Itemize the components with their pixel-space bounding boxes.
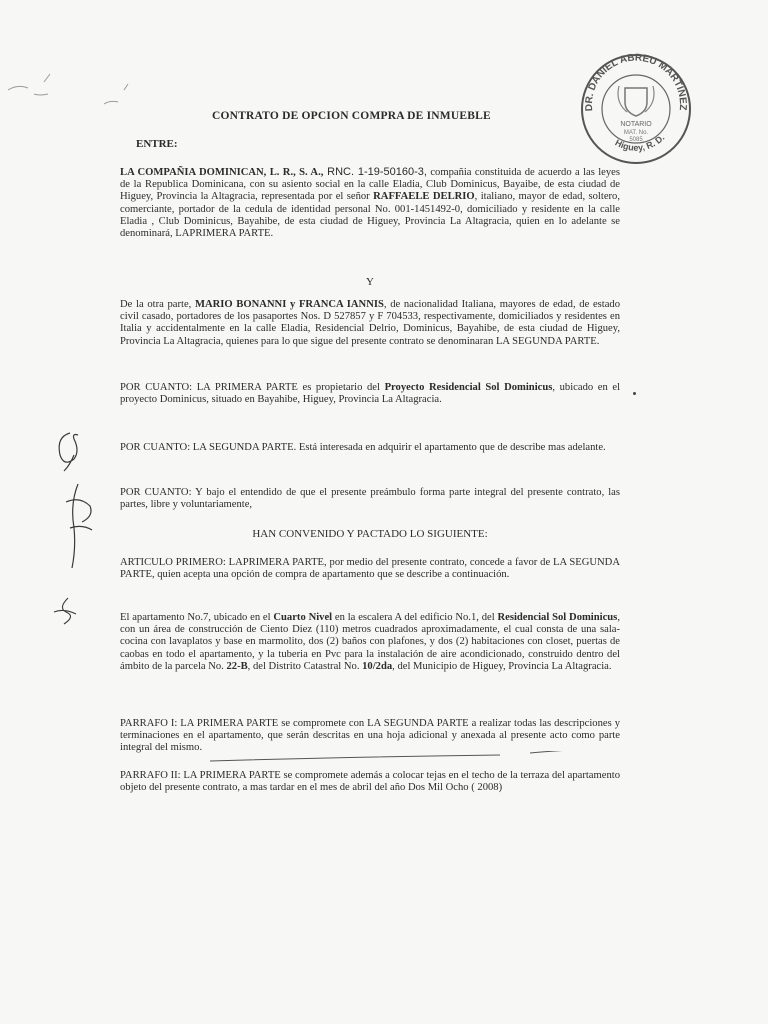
stamp-role: NOTARIO — [620, 121, 652, 128]
representative-name: RAFFAELE DELRIO — [373, 191, 475, 203]
stamp-number: 5085 — [629, 137, 643, 143]
project-name: Proyecto Residencial Sol Dominicus — [384, 382, 553, 393]
paragraph-parrafo-1: PARRAFO I: LA PRIMERA PARTE se compromete con LA SEGUNDA PARTE a realizar todas las descripciones y terminaciones en el apartamento, que serán descritas en una hoja adicional y anexada al presente acto como parte integral del mismo. — [120, 718, 620, 754]
stamp-mat: MAT. No. — [623, 130, 649, 136]
notary-seal — [575, 48, 697, 170]
stamp-place: Higuey, R. D. — [613, 132, 667, 153]
initials-signature — [48, 594, 82, 630]
paragraph-second-party — [120, 299, 620, 348]
residencial-name: Residencial Sol Dominicus — [497, 612, 618, 623]
paragraph-text: , ubicado en el proyecto Dominicus, situado en Bayahibe, Higuey, Provincia La Altagracia. — [120, 382, 621, 406]
paragraph-por-cuanto-1 — [120, 382, 620, 406]
paragraph-text: POR CUANTO: LA PRIMERA PARTE es propietario del — [120, 382, 385, 393]
paragraph-por-cuanto-3: POR CUANTO: Y bajo el entendido de que el presente preámbulo forma parte integral del presente contrato, las partes, libre y voluntariamente, — [120, 487, 620, 511]
paragraph-text: , del Municipio de Higuey, Provincia La Altagracia. — [392, 660, 612, 672]
paragraph-text: , italiano, mayor de edad, soltero, comerciante, portador de la cedula de identidad personal No. 001-1451492-0, domiciliado y residente en la calle Eladia , Club Dominicus, Bayahibe, de esta ciudad de Higuey, Provincia La Altagracia, quien en lo adelante se denominará, LAPRIMERA PARTE. — [120, 191, 620, 240]
handwritten-underline — [120, 751, 620, 765]
svg-text:DR. DANIEL ABREU MARTINEZ — [584, 53, 688, 112]
contract-title: CONTRATO DE OPCION COMPRA DE INMUEBLE — [212, 110, 491, 122]
paragraph-articulo-primero: ARTICULO PRIMERO: LAPRIMERA PARTE, por medio del presente contrato, concede a favor de LA SEGUNDA PARTE, quien acepta una opción de compra de apartamento que se describe a continuación. — [120, 557, 620, 581]
margin-scribble — [4, 60, 154, 110]
ink-dot — [633, 392, 636, 395]
han-convenido-heading: HAN CONVENIDO Y PACTADO LO SIGUIENTE: — [252, 528, 488, 540]
paragraph-text: El apartamento No.7, ubicado en el — [120, 612, 274, 623]
paragraph-text: , del Distrito Catastral No. — [247, 660, 363, 672]
conjunction-y: Y — [366, 276, 374, 288]
paragraph-text: De la otra parte, — [120, 299, 195, 310]
initials-signature — [58, 478, 102, 573]
apartment-level: Cuarto Nivel — [273, 612, 333, 623]
paragraph-text: compañia constituida de acuerdo a las leyes de la Republica Dominicana, con su asiento social en la calle Eladia, Club Dominicus, Bayaibe, de esta ciudad de Higuey, Provincia la Altagracia, representada por el señor — [120, 167, 620, 203]
second-party-names: MARIO BONANNI y FRANCA IANNIS — [194, 299, 384, 310]
entre-heading: ENTRE: — [136, 138, 178, 150]
paragraph-por-cuanto-2: POR CUANTO: LA SEGUNDA PARTE. Está interesada en adquirir el apartamento que de describe mas adelante. — [120, 442, 606, 453]
company-name: LA COMPAÑIA DOMINICAN, L. R., S. A., — [120, 167, 324, 178]
paragraph-parrafo-2: PARRAFO II: LA PRIMERA PARTE se compromete además a colocar tejas en el techo de la terraza del apartamento objeto del presente contrato, a mas tardar en el mes de abril del año Dos Mil Ocho ( 2008) — [120, 770, 620, 794]
stamp-name: DR. DANIEL ABREU MARTINEZ — [583, 52, 689, 112]
initials-signature — [52, 425, 92, 475]
paragraph-text: , de nacionalidad Italiana, mayores de edad, de estado civil casado, portadores de los pasaportes Nos. D 527857 y F 704533, respectivamente, domiciliados y residentes en Italia y accidentalmente en la calle Eladia, Residencial Delrio, Dominicus, Bayahibe, de esta ciudad de Higuey, Provincia La Altagracia, quienes para lo que sigue del presente contrato se denominaran LA SEGUNDA PARTE. — [120, 299, 621, 347]
paragraph-text: , con un área de construcción de Ciento Diez (110) metros cuadrados aproximadamente, el cual consta de una sala-cocina con lavaplatos y base en marmolito, dos (2) baños con plafones, y dos (2) habitaciones con closet, puertas de caobas en todo el apartamento, y la tuberia en Pvc para la instalación de aire acondicionado, construido dentro del ámbito de la parcela No. — [120, 612, 620, 672]
paragraph-apartment — [120, 612, 620, 673]
paragraph-first-party — [120, 166, 620, 240]
parcela-number: 22-B — [226, 660, 248, 672]
paragraph-text: en la escalera A del edificio No.1, del — [332, 612, 498, 623]
coat-of-arms-icon — [618, 86, 654, 116]
company-rnc: RNC. 1-19-50160-3, — [323, 166, 427, 178]
distrito-number: 10/2da — [362, 660, 393, 672]
